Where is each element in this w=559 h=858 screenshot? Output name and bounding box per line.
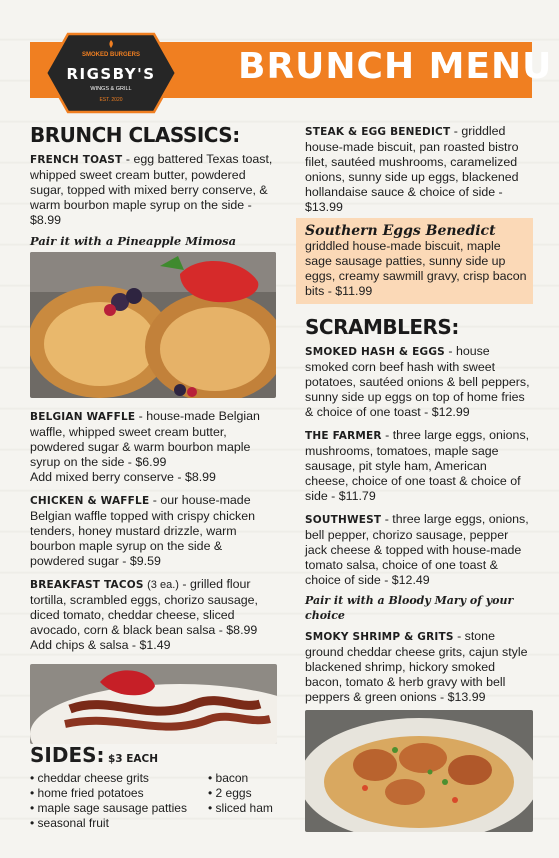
item-desc: - house smoked corn beef hash with sweet potatoes, sautéed onions & bell peppers, sunny side up eggs on top of home fries & choice of one toast - $12.99: [305, 344, 530, 419]
item-desc: - three large eggs, onions, bell pepper, chorizo sausage, pepper jack cheese & topped with house-made tomato salsa, choice of one toast & choice of side - $12.49: [305, 512, 529, 587]
item-name: FRENCH TOAST: [30, 154, 123, 166]
chicken-waffle-item: [30, 493, 280, 569]
logo-top: SMOKED BURGERS: [81, 52, 141, 58]
scramblers-section: [305, 316, 533, 705]
left-items: [30, 409, 280, 653]
item-desc: - egg battered Texas toast, whipped sweet cream butter, powdered sugar, topped with mixed berry conserve, & warm bourbon maple syrup on the side - $8.99: [30, 152, 273, 227]
breakfast-tacos-item: [30, 577, 280, 653]
smoky-shrimp-item: [305, 629, 533, 705]
item-name: BELGIAN WAFFLE: [30, 411, 136, 423]
side-item: • home fried potatoes: [30, 786, 144, 800]
logo-est: EST. 2020: [99, 97, 123, 103]
item-name: THE FARMER: [305, 430, 382, 442]
smoked-hash-item: [305, 344, 533, 420]
item-extra: Add chips & salsa - $1.49: [30, 638, 171, 652]
steak-egg-benedict-item: [305, 124, 533, 215]
item-name: SMOKY SHRIMP & GRITS: [305, 631, 454, 643]
southern-desc: griddled house-made biscuit, maple sage sausage patties, sunny side up eggs, creamy sawmill gravy, crisp bacon bits - $11.99: [305, 239, 527, 298]
item-desc: - stone ground cheddar cheese grits, cajun style blackened shrimp, hickory smoked bacon, tomato & herb gravy with bell peppers & green onions - $13.99: [305, 629, 528, 704]
logo-name: RIGSBY'S: [66, 65, 156, 83]
pair-note: Pair it with a Pineapple Mimosa: [30, 234, 237, 248]
bacon-photo: [30, 664, 277, 744]
french-toast-item: [30, 152, 280, 228]
item-name: SOUTHWEST: [305, 514, 382, 526]
item-desc: - our house-made Belgian waffle topped with crispy chicken tenders, honey mustard drizzle, warm bourbon maple syrup on the side & powdered sugar - $9.59: [30, 493, 255, 568]
sides-heading: SIDES:: [30, 743, 105, 767]
side-item: • 2 eggs: [208, 786, 252, 800]
pair-note: Pair it with a Bloody Mary of your choice: [305, 594, 514, 622]
item-desc: - griddled house-made biscuit, pan roasted bistro filet, sautéed mushrooms, caramelized onions, sunny side up eggs, blackened hollandaise sauce & choice of side - $13.99: [305, 124, 519, 214]
item-name: SMOKED HASH & EGGS: [305, 346, 445, 358]
logo-bottom: WINGS & GRILL: [90, 86, 132, 92]
left-column: [30, 124, 280, 249]
rigsbys-logo: [44, 32, 178, 114]
side-item: • cheddar cheese grits: [30, 771, 149, 785]
menu-title: BRUNCH MENU: [238, 46, 553, 87]
french-toast-photo: [30, 252, 276, 398]
the-farmer-item: [305, 428, 533, 504]
item-extra: Add mixed berry conserve - $8.99: [30, 470, 216, 484]
southern-benedict-item: [305, 224, 530, 299]
sides-section: [30, 743, 282, 831]
item-name: BREAKFAST TACOS: [30, 579, 144, 591]
steak-benedict-block: [305, 124, 533, 215]
item-desc: - grilled flour tortilla, scrambled eggs, chorizo sausage, diced tomato, cheddar cheese, sliced avocado, corn & black bean salsa - $8.99: [30, 577, 258, 637]
side-item: • maple sage sausage patties: [30, 801, 187, 815]
sides-list-1: [30, 771, 208, 831]
item-qty: (3 ea.): [147, 579, 179, 591]
item-name: STEAK & EGG BENEDICT: [305, 126, 451, 138]
side-item: • sliced ham: [208, 801, 273, 815]
brunch-classics-heading: BRUNCH CLASSICS:: [30, 123, 240, 147]
side-item: • seasonal fruit: [30, 816, 109, 830]
sides-list-2: [208, 771, 273, 831]
scramblers-heading: SCRAMBLERS:: [305, 315, 459, 339]
southwest-item: [305, 512, 533, 588]
sides-price: $3 EACH: [107, 753, 159, 765]
item-desc: - three large eggs, onions, mushrooms, tomatoes, maple sage sausage, pit style ham, American cheese, choice of one toast & choice of side - $11.79: [305, 428, 530, 503]
belgian-waffle-item: [30, 409, 280, 485]
shrimp-grits-photo: [305, 710, 533, 832]
item-desc: - house-made Belgian waffle, whipped sweet cream butter, powdered sugar & warm bourbon maple syrup on the side - $6.99: [30, 409, 260, 469]
southern-title: Southern Eggs Benedict: [305, 223, 496, 239]
item-name: CHICKEN & WAFFLE: [30, 495, 150, 507]
side-item: • bacon: [208, 771, 249, 785]
